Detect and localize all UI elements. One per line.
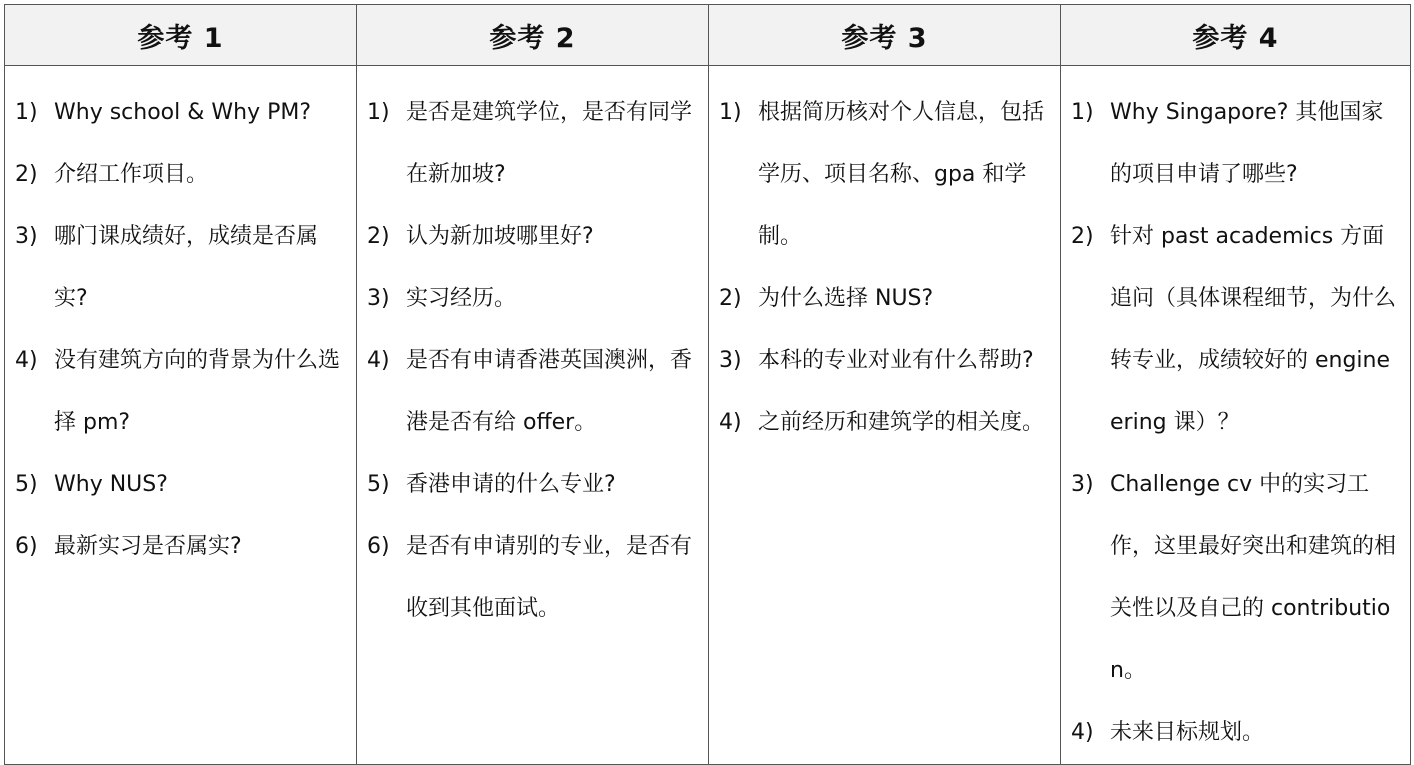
list-item xyxy=(709,392,1060,454)
list-item xyxy=(5,206,356,330)
item-text: 介绍工作项目。 xyxy=(54,162,209,187)
list-item xyxy=(5,330,356,454)
item-text: 根据简历核对个人信息，包括学历、项目名称、gpa 和学制。 xyxy=(758,100,1045,249)
item-number: 6) xyxy=(15,534,38,559)
item-number: 5) xyxy=(367,472,390,497)
column-cell-3 xyxy=(709,66,1061,765)
list-item xyxy=(357,330,708,454)
item-number: 4) xyxy=(1071,720,1094,745)
item-number: 3) xyxy=(719,348,742,373)
item-text: Why NUS? xyxy=(54,472,168,497)
item-text: 没有建筑方向的背景为什么选择 pm? xyxy=(54,348,341,435)
item-number: 2) xyxy=(15,162,38,187)
column-header-2: 参考 2 xyxy=(357,5,709,66)
item-number: 2) xyxy=(719,286,742,311)
item-text: 针对 past academics 方面追问（具体课程细节，为什么转专业，成绩较好的 engineering 课）？ xyxy=(1110,224,1397,435)
list-item xyxy=(5,144,356,206)
item-text: 哪门课成绩好，成绩是否属实? xyxy=(54,224,319,311)
column-cell-1 xyxy=(5,66,357,765)
column-cell-2 xyxy=(357,66,709,765)
item-text: Why school & Why PM? xyxy=(54,100,312,125)
list-item xyxy=(1061,206,1410,454)
list-item xyxy=(1061,82,1410,206)
item-number: 4) xyxy=(719,410,742,435)
list-item xyxy=(357,516,708,640)
list-item xyxy=(357,206,708,268)
column-header-3: 参考 3 xyxy=(709,5,1061,66)
list-item xyxy=(5,454,356,516)
item-text: 是否是建筑学位，是否有同学在新加坡? xyxy=(406,100,693,187)
column-header-4: 参考 4 xyxy=(1061,5,1411,66)
item-text: 香港申请的什么专业? xyxy=(406,472,616,497)
item-number: 1) xyxy=(719,100,742,125)
list-item xyxy=(357,268,708,330)
column-header-1: 参考 1 xyxy=(5,5,357,66)
item-number: 2) xyxy=(1071,224,1094,249)
item-number: 6) xyxy=(367,534,390,559)
list-item xyxy=(709,268,1060,330)
list-item xyxy=(357,454,708,516)
reference-table xyxy=(4,4,1411,765)
item-number: 4) xyxy=(367,348,390,373)
item-number: 5) xyxy=(15,472,38,497)
list-item xyxy=(5,516,356,578)
item-number: 1) xyxy=(367,100,390,125)
list-item xyxy=(357,82,708,206)
list-item xyxy=(709,82,1060,268)
content-row xyxy=(5,66,1411,765)
list-item xyxy=(709,330,1060,392)
item-text: Challenge cv 中的实习工作，这里最好突出和建筑的相关性以及自己的 contribution。 xyxy=(1110,472,1397,683)
item-text: Why Singapore? 其他国家的项目申请了哪些? xyxy=(1110,100,1384,187)
header-row xyxy=(5,5,1411,66)
item-number: 1) xyxy=(15,100,38,125)
item-text: 之前经历和建筑学的相关度。 xyxy=(758,410,1045,435)
item-text: 最新实习是否属实? xyxy=(54,534,242,559)
item-number: 3) xyxy=(1071,472,1094,497)
list-item xyxy=(1061,702,1410,764)
item-text: 未来目标规划。 xyxy=(1110,720,1265,745)
item-text: 认为新加坡哪里好? xyxy=(406,224,594,249)
list-item xyxy=(5,82,356,144)
item-text: 为什么选择 NUS? xyxy=(758,286,934,311)
item-text: 实习经历。 xyxy=(406,286,517,311)
list-item xyxy=(1061,454,1410,702)
item-text: 是否有申请别的专业，是否有收到其他面试。 xyxy=(406,534,693,621)
item-number: 3) xyxy=(367,286,390,311)
item-number: 1) xyxy=(1071,100,1094,125)
item-text: 是否有申请香港英国澳洲，香港是否有给 offer。 xyxy=(406,348,693,435)
item-text: 本科的专业对业有什么帮助? xyxy=(758,348,1034,373)
item-number: 3) xyxy=(15,224,38,249)
column-cell-4 xyxy=(1061,66,1411,765)
item-number: 2) xyxy=(367,224,390,249)
item-number: 4) xyxy=(15,348,38,373)
